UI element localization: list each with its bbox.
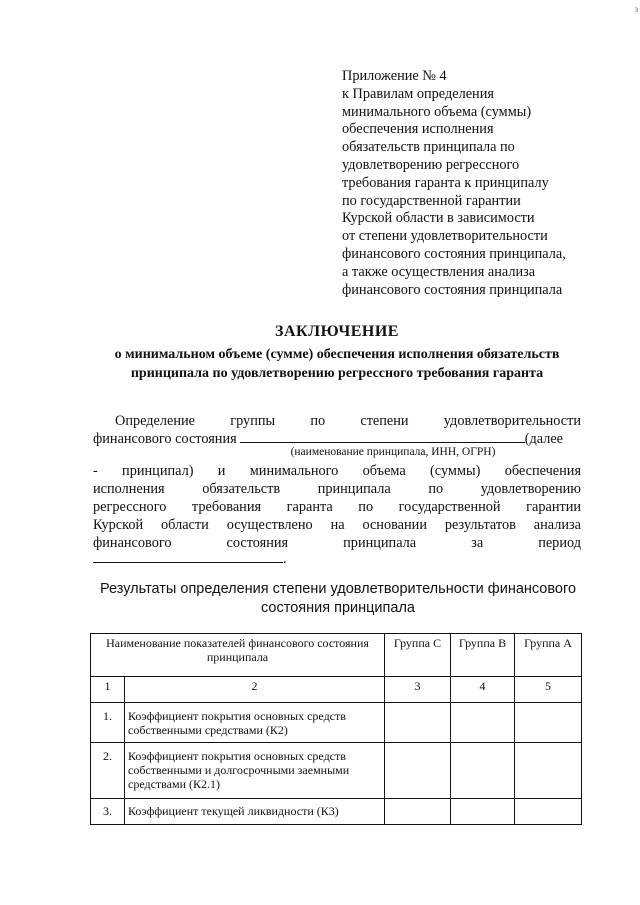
word: (далее (524, 431, 564, 447)
subtitle-line-2: принципала по удовлетворению регрессного требования гаранта (130, 366, 544, 381)
appendix-line: обязательств принципала по (342, 139, 515, 156)
appendix-line: к Правилам определения (342, 85, 494, 102)
word: за (471, 535, 484, 551)
word: гарантии (526, 499, 582, 515)
row-number: 1. (91, 703, 125, 743)
appendix-line: а также осуществления анализа (342, 263, 536, 280)
word: удовлетворению (480, 481, 581, 497)
row-indicator-name: Коэффициент покрытия основных средств собственными средствами (К2) (125, 703, 385, 743)
header-indicator-name: Наименование показателей финансового состояния принципала (91, 634, 385, 677)
row-number: 2. (91, 743, 125, 799)
word: требования (191, 499, 262, 515)
table-row (91, 703, 582, 743)
column-number: 3 (385, 677, 451, 703)
period-blank[interactable] (93, 550, 283, 563)
appendix-line: финансового состояния принципала (342, 281, 563, 298)
column-number: 2 (125, 677, 385, 703)
word: (суммы) (430, 463, 481, 479)
word: по государственной (358, 499, 501, 515)
column-number: 4 (451, 677, 515, 703)
word: исполнения (93, 481, 165, 497)
appendix-line: минимального объема (суммы) (342, 103, 532, 120)
word: обеспечения (504, 463, 582, 479)
appendix-line: финансового состояния принципала, (342, 245, 566, 262)
group-b-cell[interactable] (451, 703, 515, 743)
group-c-cell[interactable] (385, 799, 451, 825)
word: Курской области (93, 517, 209, 533)
corner-mark: з (634, 4, 638, 14)
group-b-cell[interactable] (451, 743, 515, 799)
row-number: 3. (91, 799, 125, 825)
appendix-line: обеспечения исполнения (342, 121, 494, 138)
row-indicator-name: Коэффициент текущей ликвидности (К3) (125, 799, 385, 825)
group-a-cell[interactable] (515, 743, 582, 799)
word: осуществлено (226, 517, 313, 533)
paragraph-line-8 (93, 550, 581, 568)
table-header-row (91, 634, 582, 677)
row-indicator-name: Коэффициент покрытия основных средств собственными и долгосрочными заемными средствами (К2.1) (125, 743, 385, 799)
word: Определение (115, 413, 196, 429)
word: степени (360, 413, 409, 429)
appendix-note (342, 68, 592, 299)
word: удовлетворительности (443, 413, 582, 429)
principal-name-note: (наименование принципала, ИНН, ОГРН) (290, 446, 496, 458)
appendix-line: Приложение № 4 (342, 68, 447, 84)
group-c-cell[interactable] (385, 743, 451, 799)
word: финансового состояния (93, 431, 237, 447)
paragraph-line-1 (93, 413, 581, 430)
appendix-line: требования гаранта к принципалу (342, 174, 549, 191)
paragraph-line-6 (93, 517, 581, 534)
column-number: 5 (515, 677, 582, 703)
paragraph-line-3 (93, 463, 581, 480)
word: объема (362, 463, 406, 479)
document-title: ЗАКЛЮЧЕНИЕ (275, 323, 399, 340)
results-title-line-1: Результаты определения степени удовлетворительности финансового (99, 581, 577, 597)
word: финансового (93, 535, 172, 551)
column-number: 1 (91, 677, 125, 703)
table-row (91, 799, 582, 825)
word: минимального (249, 463, 339, 479)
results-title-line-2: состояния принципала (261, 600, 415, 616)
word: по (310, 413, 326, 429)
word: группы (230, 413, 276, 429)
word: период (538, 535, 581, 551)
paragraph-line-4 (93, 481, 581, 498)
word: регрессного (93, 499, 167, 515)
results-title (93, 580, 583, 618)
group-b-cell[interactable] (451, 799, 515, 825)
appendix-line: удовлетворению регрессного (342, 156, 520, 173)
paragraph-line-5 (93, 499, 581, 516)
header-group-a: Группа А (515, 634, 582, 677)
word: основании результатов (362, 517, 516, 533)
principal-name-blank[interactable] (240, 430, 525, 443)
indicators-table (90, 633, 582, 825)
appendix-line: Курской области в зависимости (342, 210, 535, 227)
word: принципала (343, 535, 417, 551)
subtitle-line-1: о минимальном объеме (сумме) обеспечения исполнения обязательств (114, 347, 560, 362)
word: анализа (533, 517, 581, 533)
header-group-c: Группа С (385, 634, 451, 677)
appendix-line: от степени удовлетворительности (342, 228, 548, 245)
appendix-line: по государственной гарантии (342, 192, 521, 209)
header-group-b: Группа В (451, 634, 515, 677)
table-row (91, 743, 582, 799)
group-c-cell[interactable] (385, 703, 451, 743)
word: обязательств принципала (202, 481, 391, 497)
word: состояния (226, 535, 289, 551)
group-a-cell[interactable] (515, 703, 582, 743)
table-number-row (91, 677, 582, 703)
word: по (428, 481, 444, 497)
document-subtitle (0, 345, 640, 383)
word: . (283, 551, 287, 567)
word: гаранта (286, 499, 333, 515)
word: на (330, 517, 345, 533)
group-a-cell[interactable] (515, 799, 582, 825)
word: - принципал) и (93, 463, 226, 479)
